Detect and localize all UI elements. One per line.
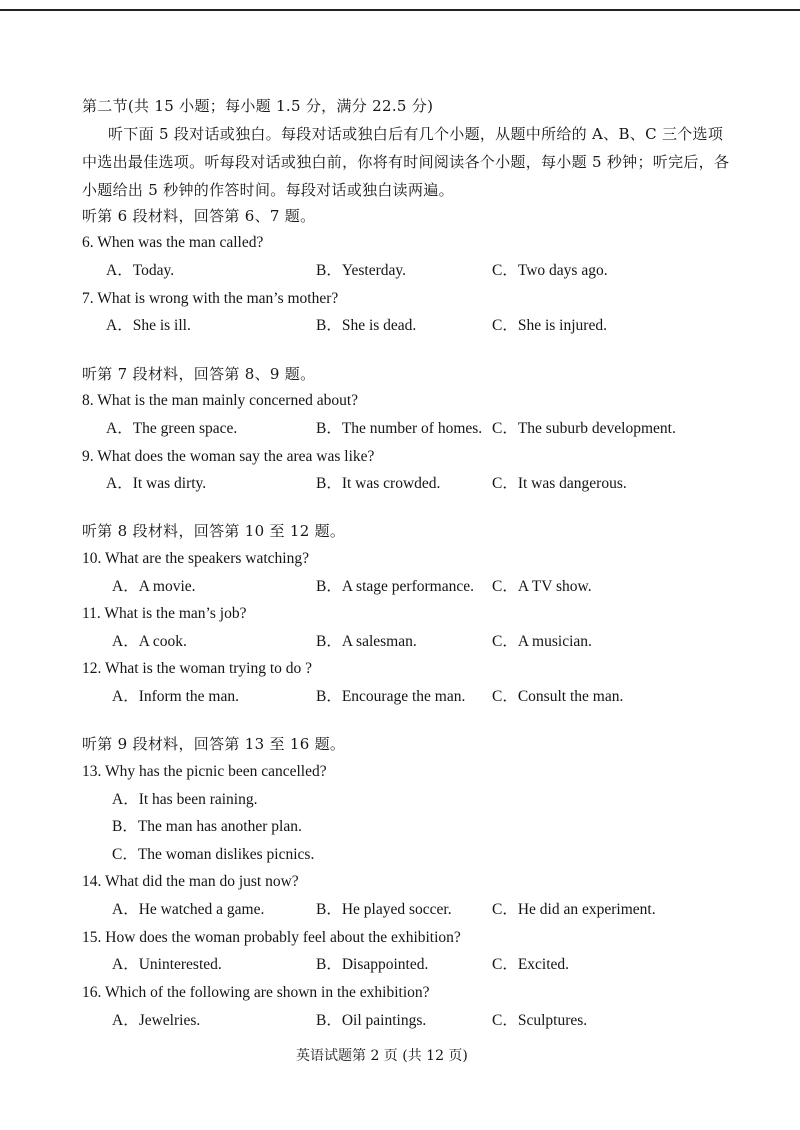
question-8-option-b: B．The number of homes. [316, 420, 483, 437]
question-stem-15: 15. How does the woman probably feel about the exhibition? [82, 929, 461, 946]
group-heading-7: 听第 7 段材料，回答第 8、9 题。 [82, 365, 316, 383]
instructions-line-1: 听下面 5 段对话或独白。每段对话或独白后有几个小题，从题中所给的 A、B、C 三个选项 [108, 125, 724, 143]
section-header: 第二节(共 15 小题；每小题 1.5 分，满分 22.5 分) [82, 97, 434, 115]
question-7-option-a: A．She is ill. [106, 317, 191, 334]
question-14-option-c: C．He did an experiment. [492, 901, 656, 918]
question-15-option-a: A．Uninterested. [112, 956, 222, 973]
question-6-option-a: A．Today. [106, 262, 175, 279]
question-8-option-c: C．The suburb development. [492, 420, 676, 437]
question-stem-16: 16. Which of the following are shown in the exhibition? [82, 984, 430, 1001]
question-stem-8: 8. What is the man mainly concerned about? [82, 392, 359, 409]
question-stem-9: 9. What does the woman say the area was like? [82, 448, 375, 465]
question-stem-11: 11. What is the man’s job? [82, 605, 247, 622]
question-16-option-c: C．Sculptures. [492, 1012, 588, 1029]
question-16-option-b: B．Oil paintings. [316, 1012, 427, 1029]
question-13-option-c: C．The woman dislikes picnics. [112, 846, 315, 863]
question-13-option-a: A．It has been raining. [112, 791, 258, 808]
question-14-option-a: A．He watched a game. [112, 901, 265, 918]
question-11-option-c: C．A musician. [492, 633, 592, 650]
question-15-option-b: B．Disappointed. [316, 956, 429, 973]
question-16-option-a: A．Jewelries. [112, 1012, 201, 1029]
question-7-option-b: B．She is dead. [316, 317, 417, 334]
question-10-option-a: A．A movie. [112, 578, 196, 595]
question-12-option-b: B．Encourage the man. [316, 688, 466, 705]
question-10-option-b: B．A stage performance. [316, 578, 474, 595]
question-6-option-c: C．Two days ago. [492, 262, 608, 279]
question-9-option-b: B．It was crowded. [316, 475, 441, 492]
instructions-line-2: 中选出最佳选项。听每段对话或独白前，你将有时间阅读各个小题，每小题 5 秒钟；听完后，各 [82, 153, 730, 171]
question-stem-6: 6. When was the man called? [82, 234, 264, 251]
question-9-option-a: A．It was dirty. [106, 475, 207, 492]
question-15-option-c: C．Excited. [492, 956, 570, 973]
question-stem-14: 14. What did the man do just now? [82, 873, 299, 890]
question-stem-13: 13. Why has the picnic been cancelled? [82, 763, 327, 780]
question-10-option-c: C．A TV show. [492, 578, 592, 595]
question-11-option-b: B．A salesman. [316, 633, 417, 650]
question-9-option-c: C．It was dangerous. [492, 475, 627, 492]
top-rule [0, 9, 800, 11]
question-11-option-a: A．A cook. [112, 633, 187, 650]
question-8-option-a: A．The green space. [106, 420, 238, 437]
question-14-option-b: B．He played soccer. [316, 901, 452, 918]
question-stem-12: 12. What is the woman trying to do ? [82, 660, 313, 677]
question-6-option-b: B．Yesterday. [316, 262, 406, 279]
group-heading-8: 听第 8 段材料，回答第 10 至 12 题。 [82, 522, 346, 540]
question-13-option-b: B．The man has another plan. [112, 818, 302, 835]
question-stem-10: 10. What are the speakers watching? [82, 550, 309, 567]
question-12-option-c: C．Consult the man. [492, 688, 624, 705]
instructions-line-3: 小题给出 5 秒钟的作答时间。每段对话或独白读两遍。 [82, 181, 454, 199]
group-heading-6: 听第 6 段材料，回答第 6、7 题。 [82, 207, 316, 225]
question-12-option-a: A．Inform the man. [112, 688, 239, 705]
group-heading-9: 听第 9 段材料，回答第 13 至 16 题。 [82, 735, 346, 753]
page-footer: 英语试题第 2 页 (共 12 页) [296, 1048, 468, 1064]
question-stem-7: 7. What is wrong with the man’s mother? [82, 290, 339, 307]
question-7-option-c: C．She is injured. [492, 317, 607, 334]
